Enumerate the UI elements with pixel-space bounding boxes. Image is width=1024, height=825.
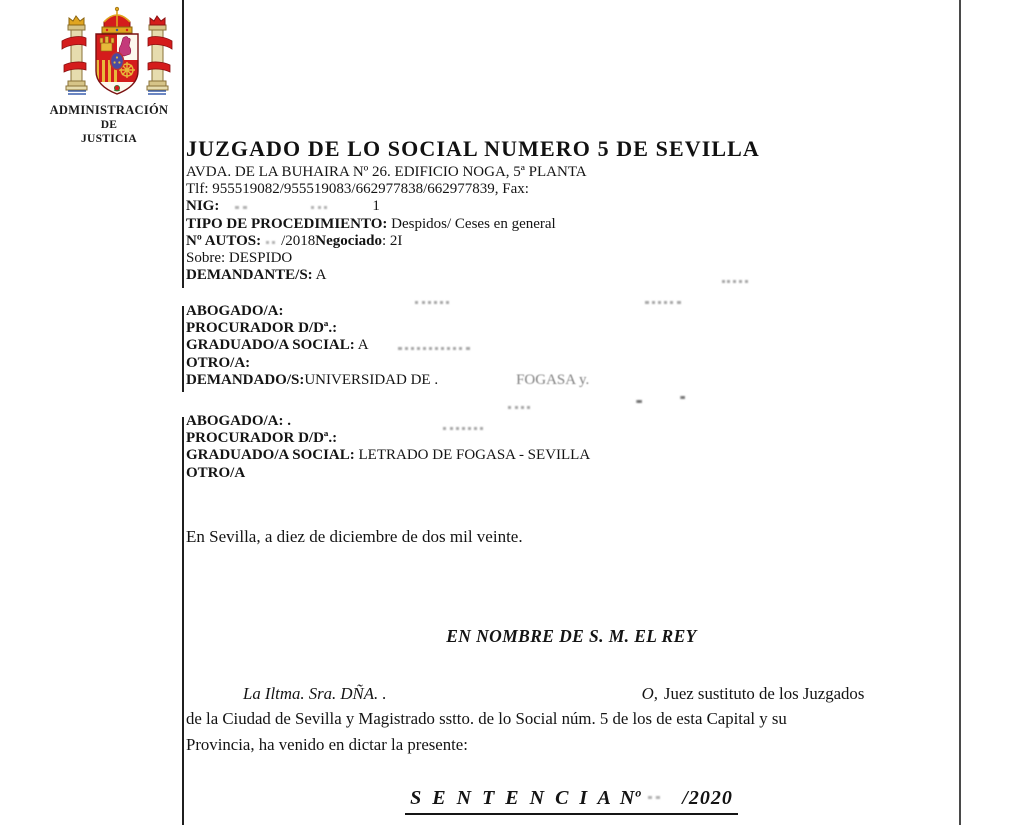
abogado-line-1: ABOGADO/A: — [186, 303, 284, 319]
left-margin-rule-top — [182, 0, 184, 288]
redaction-remnant — [645, 301, 681, 304]
autos-label: Nº AUTOS: — [186, 232, 262, 249]
autos-value: /2018 — [281, 232, 316, 249]
royal-heading: EN NOMBRE DE S. M. EL REY — [446, 626, 697, 646]
sentence-number-label: Nº — [619, 787, 641, 809]
court-phone-line: Tlf: 955519082/955519083/662977838/662977839, Fax: — [186, 181, 529, 198]
graduado-label-1: GRADUADO/A SOCIAL: — [186, 337, 355, 354]
autos-redacted-area — [261, 235, 281, 245]
judge-introduction-paragraph — [186, 681, 961, 757]
caption-line-3: JUSTICIA — [80, 133, 138, 145]
abogado-line-2: ABOGADO/A: . — [186, 413, 291, 429]
sentence-word: S E N T E N C I A — [410, 787, 614, 809]
demandado-line — [186, 372, 589, 389]
redaction-remnant — [722, 280, 748, 283]
graduado-value-1: A — [354, 337, 369, 354]
procedure-value: Despidos/ Ceses en general — [387, 215, 556, 232]
nig-line — [186, 198, 587, 215]
graduado-label-2: GRADUADO/A SOCIAL: — [186, 447, 355, 464]
redaction-remnant — [398, 347, 470, 350]
redacted-judge-name — [387, 691, 642, 699]
caption-line-2: DE — [100, 118, 118, 131]
left-margin-rule-bottom — [182, 417, 184, 825]
demandante-value: A — [312, 267, 327, 284]
procurador-line-1: PROCURADOR D/Dª.: — [186, 320, 338, 337]
spain-coat-of-arms-icon — [56, 4, 178, 100]
demandado-value: UNIVERSIDAD DE . — [304, 371, 439, 388]
judge-para-line-3: Provincia, ha venido en dictar la presente: — [186, 734, 468, 754]
court-name-title: JUZGADO DE LO SOCIAL NUMERO 5 DE SEVILLA — [186, 136, 760, 161]
caption-line-1: ADMINISTRACIÓN — [49, 103, 169, 117]
defendant-representatives-block — [186, 413, 590, 482]
nig-label: NIG: — [186, 198, 220, 215]
graduado-line-2 — [186, 447, 590, 464]
sobre-line: Sobre: DESPIDO — [186, 250, 293, 267]
negociado-label: Negociado — [315, 232, 382, 249]
place-and-date-line: En Sevilla, a diez de diciembre de dos mil veinte. — [186, 527, 523, 546]
judge-line1-rest: Juez sustituto de los Juzgados — [663, 684, 865, 703]
redaction-remnant — [680, 396, 685, 399]
judge-para-line-2: de la Ciudad de Sevilla y Magistrado sstto. de lo Social núm. 5 de los de esta Capital y su — [186, 709, 787, 729]
judge-intro-text: La Iltma. Sra. DÑA. . — [243, 684, 387, 703]
procedure-line — [186, 216, 587, 233]
judge-initial: O, — [641, 684, 658, 703]
sentence-year: /2020 — [682, 787, 733, 809]
nig-redacted-area — [219, 200, 372, 210]
graduado-line-1 — [186, 337, 589, 354]
judge-para-line-1 — [186, 681, 961, 706]
redacted-sentence-number — [640, 794, 682, 804]
plaintiff-representatives-block — [186, 303, 589, 389]
demandante-label: DEMANDANTE/S: — [186, 267, 313, 284]
graduado-value-2: LETRADO DE FOGASA - SEVILLA — [354, 447, 591, 464]
otro-line-2: OTRO/A — [186, 464, 246, 481]
sentence-title-line — [186, 787, 957, 815]
autos-line — [186, 233, 587, 250]
negociado-value: : 2I — [381, 232, 403, 249]
court-header-block — [186, 164, 587, 284]
left-margin-rule-middle — [182, 306, 184, 392]
procedure-label: TIPO DE PROCEDIMIENTO: — [186, 215, 388, 232]
otro-line-1: OTRO/A: — [186, 354, 251, 371]
demandado-faded-text: FOGASA y. — [516, 371, 590, 388]
redaction-remnant — [508, 406, 530, 409]
demandado-label: DEMANDADO/S: — [186, 371, 305, 388]
procurador-line-2: PROCURADOR D/Dª.: — [186, 430, 338, 447]
nig-visible-digit: 1 — [372, 198, 380, 215]
demandante-line — [186, 267, 587, 284]
administration-of-justice-caption — [36, 103, 182, 147]
sentence-title — [405, 787, 738, 815]
redaction-remnant — [636, 400, 642, 403]
court-address-line: AVDA. DE LA BUHAIRA Nº 26. EDIFICIO NOGA, 5ª PLANTA — [186, 164, 587, 180]
